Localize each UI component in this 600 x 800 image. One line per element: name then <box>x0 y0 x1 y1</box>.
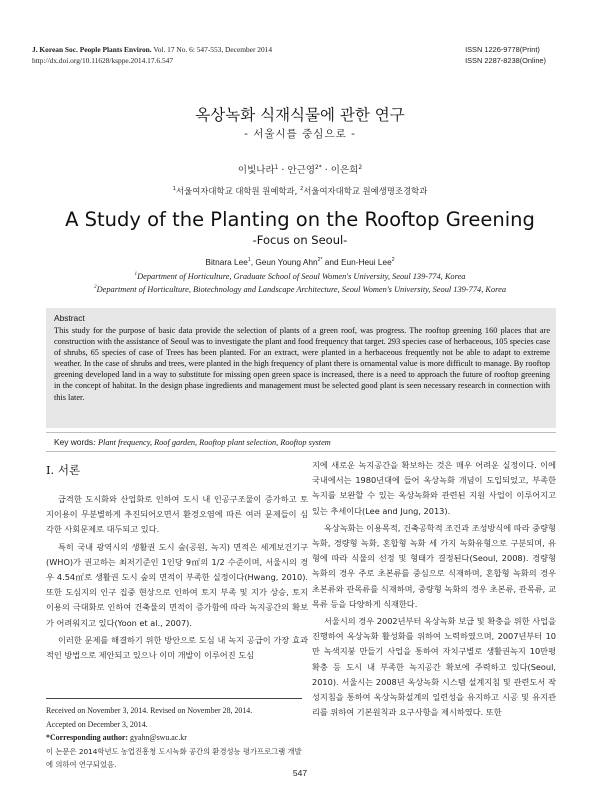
subtitle-korean: - 서울시를 중심으로 - <box>244 128 356 140</box>
author-joiner: and <box>322 257 341 267</box>
author-en-1: Bitnara Lee <box>205 257 248 267</box>
journal-citation <box>32 44 272 55</box>
affiliation-english-2 <box>0 285 600 294</box>
affil-en-1-sup: 1 <box>134 271 138 278</box>
keywords-text: : Plant frequency, Roof garden, Rooftop plant selection, Rooftop system <box>93 438 331 447</box>
body-paragraph: 특히 국내 광역시의 생활권 도시 숲(공원, 녹지) 면적은 세계보건기구(WHO)가 권고하는 최저기준인 1인당 9㎡의 1/2 수준이며, 서울시의 경우 4.54㎡로 생활권 도시 숲의 면적이 부족한 실정이다(Hwang, 2010). 또한 도심지의 인구 집중 현상으로 인하여 토지 부족 및 지가 상승, 토지 이용의 극대화로 인하여 건축물의 면적이 증가함에 따라 녹지공간의 확보가 어려워지고 있다(Yoon et al., 2007). <box>46 541 308 628</box>
body-paragraph: 이러한 문제를 해결하기 위한 방안으로 도심 내 녹지 공급이 가장 효과적인 방법으로 제안되고 있으나 이미 개발이 이루어진 도심 <box>46 634 308 661</box>
subtitle-english: -Focus on Seoul- <box>252 233 348 247</box>
affil-ko-1-sup: 1 <box>172 186 177 193</box>
author-ko-1-sup: 1 <box>274 164 279 171</box>
author-en-1-sup: 1 <box>247 257 251 264</box>
author-en-2: Geun Young Ahn <box>255 257 318 267</box>
corresponding-author <box>46 731 308 745</box>
issn-online: ISSN 2287-8238(Online) <box>465 56 546 65</box>
author-en-3: Eun-Heui Lee <box>340 257 392 267</box>
body-paragraph: 지에 새로운 녹지공간을 확보하는 것은 매우 어려운 실정이다. 이에 국내에서는 1980년대에 들어 옥상녹화 개념이 도입되었고, 부족한 녹지를 보완할 수 있는 옥상녹화와 관련된 지원 사업이 이루어지고 있는 추세이다(Lee and Jung, 2013). <box>312 460 556 516</box>
body-column-right <box>312 458 556 722</box>
body-column-left <box>46 458 308 665</box>
author-ko-2: 안근영 <box>287 165 316 176</box>
author-ko-3-sup: 2 <box>358 164 363 171</box>
page-number: 547 <box>292 768 308 778</box>
author-separator: · <box>324 165 328 176</box>
author-joiner: , <box>250 257 256 267</box>
abstract-text: This study for the purpose of basic data provide the selection of plants of a green roof, was progress. The rooftop greening 160 places that are construction with the assistance of Seoul was to investigate the plant and food frequency that target. 293 species case of herbaceous, 105 species case of shrubs, 65 species of case of Trees has been planted. For an extract, were planted in a herbaceous frequently not be able to adapt to extreme weather. In the case of shrubs and trees, were planted in the high frequency of plant there is ornamental value is more difficult to manage. By rooftop greening developed land in a way to substitute for missing open green space is increased, there is a need to approach the future of rooftop greening in the concept of habitat. In the design phase ingredients and management must be selected good plant is seen necessary research in connection with this later. <box>54 326 550 402</box>
issn-print: ISSN 1226-9778(Print) <box>465 45 540 54</box>
abstract-box <box>46 308 556 428</box>
affil-en-2-sup: 2 <box>93 284 97 291</box>
affil-en-2-text: Department of Horticulture, Biotechnology and Landscape Architecture, Seoul Women's University, Seoul 139-774, Korea <box>96 285 507 294</box>
body-paragraph: 급격한 도시화와 산업화로 인하여 도시 내 인공구조물이 증가하고 토지이용이 무분별하게 추진되어오면서 환경오염에 따른 여러 문제들이 심각한 사회문제로 대두되고 있다. <box>46 494 308 535</box>
authors-korean <box>0 162 600 176</box>
issn-block <box>465 44 546 66</box>
author-ko-3: 이은희 <box>330 165 359 176</box>
author-ko-1: 이빛나라 <box>237 165 275 176</box>
corresponding-label: *Corresponding author: <box>46 733 129 742</box>
footnotes <box>46 704 308 772</box>
accepted-date: Accepted on December 3, 2014. <box>46 719 148 729</box>
affiliations-korean <box>0 185 600 197</box>
title-korean: 옥상녹화 식재식물에 관한 연구 <box>195 106 405 124</box>
body-paragraph: 서울시의 경우 2002년부터 옥상녹화 보급 및 확충을 위한 사업을 진행하여 옥상녹화 활성화를 위하여 노력하였으며, 2007년부터 10만 녹색지붕 만들기 사업을 통하여 자치구별로 생활권녹지 10만평 확충 등 도시 내 부족한 녹지공간 확보에 주력하고 있다(Seoul, 2010). 서울시는 2008년 옥상녹화 시스템 설계지침 및 관련도서 작성지침을 통하여 옥상녹화설계의 일련성을 유지하고 시공 및 유지관리를 위하여 기본원칙과 요구사항을 제시하였다. 또한 <box>312 616 556 718</box>
author-en-3-sup: 2 <box>391 257 395 264</box>
corresponding-email[interactable]: gyahn@swu.ac.kr <box>130 733 187 742</box>
volume-info: Vol. 17 No. 6: 547-553, December 2014 <box>153 45 273 54</box>
received-date: Received on November 3, 2014. Revised on November 28, 2014. <box>46 706 253 715</box>
journal-header <box>32 44 272 66</box>
author-ko-2-sup: 2* <box>315 164 322 171</box>
funding-note: 이 논문은 2014학년도 농업진흥청 도시녹화 공간의 환경성능 평가프로그램 개발에 의하여 연구되었음. <box>46 746 302 769</box>
author-separator: · <box>281 165 285 176</box>
abstract-heading: Abstract <box>54 313 85 323</box>
affil-ko-1: 서울여자대학교 대학원 원예학과, <box>176 186 298 196</box>
keywords-bar <box>46 432 556 452</box>
section-heading-introduction: Ⅰ. 서론 <box>46 463 81 477</box>
affil-ko-2: 서울여자대학교 원예생명조경학과 <box>303 186 428 196</box>
body-paragraph: 옥상녹화는 이용목적, 건축공학적 조건과 조성방식에 따라 중량형 녹화, 경량형 녹화, 혼합형 녹화 세 가지 녹화유형으로 구분되며, 유형에 따라 식물의 선정 및 형태가 결정된다(Seoul, 2008). 경량형 녹화의 경우 주로 초본류를 중심으로 식재하며, 혼합형 녹화의 경우 초본류와 관목류를 식재하며, 중량형 녹화의 경우 초본류, 관목류, 교목류 등을 다양하게 식재한다. <box>312 522 556 609</box>
affiliation-english-1 <box>0 272 600 281</box>
author-en-2-sup: 2* <box>317 257 323 264</box>
journal-name: J. Korean Soc. People Plants Environ. <box>32 45 152 54</box>
doi-link[interactable]: http://dx.doi.org/10.11628/ksppe.2014.17.6.547 <box>32 56 174 65</box>
affil-ko-2-sup: 2 <box>299 186 304 193</box>
title-english: A Study of the Planting on the Rooftop Greening <box>65 208 535 231</box>
footnote-divider <box>46 698 302 699</box>
affil-en-1-text: Department of Horticulture, Graduate School of Seoul Women's University, Seoul 139-774, Korea <box>137 272 466 281</box>
authors-english <box>0 257 600 267</box>
keywords-label: Key words <box>54 437 94 447</box>
